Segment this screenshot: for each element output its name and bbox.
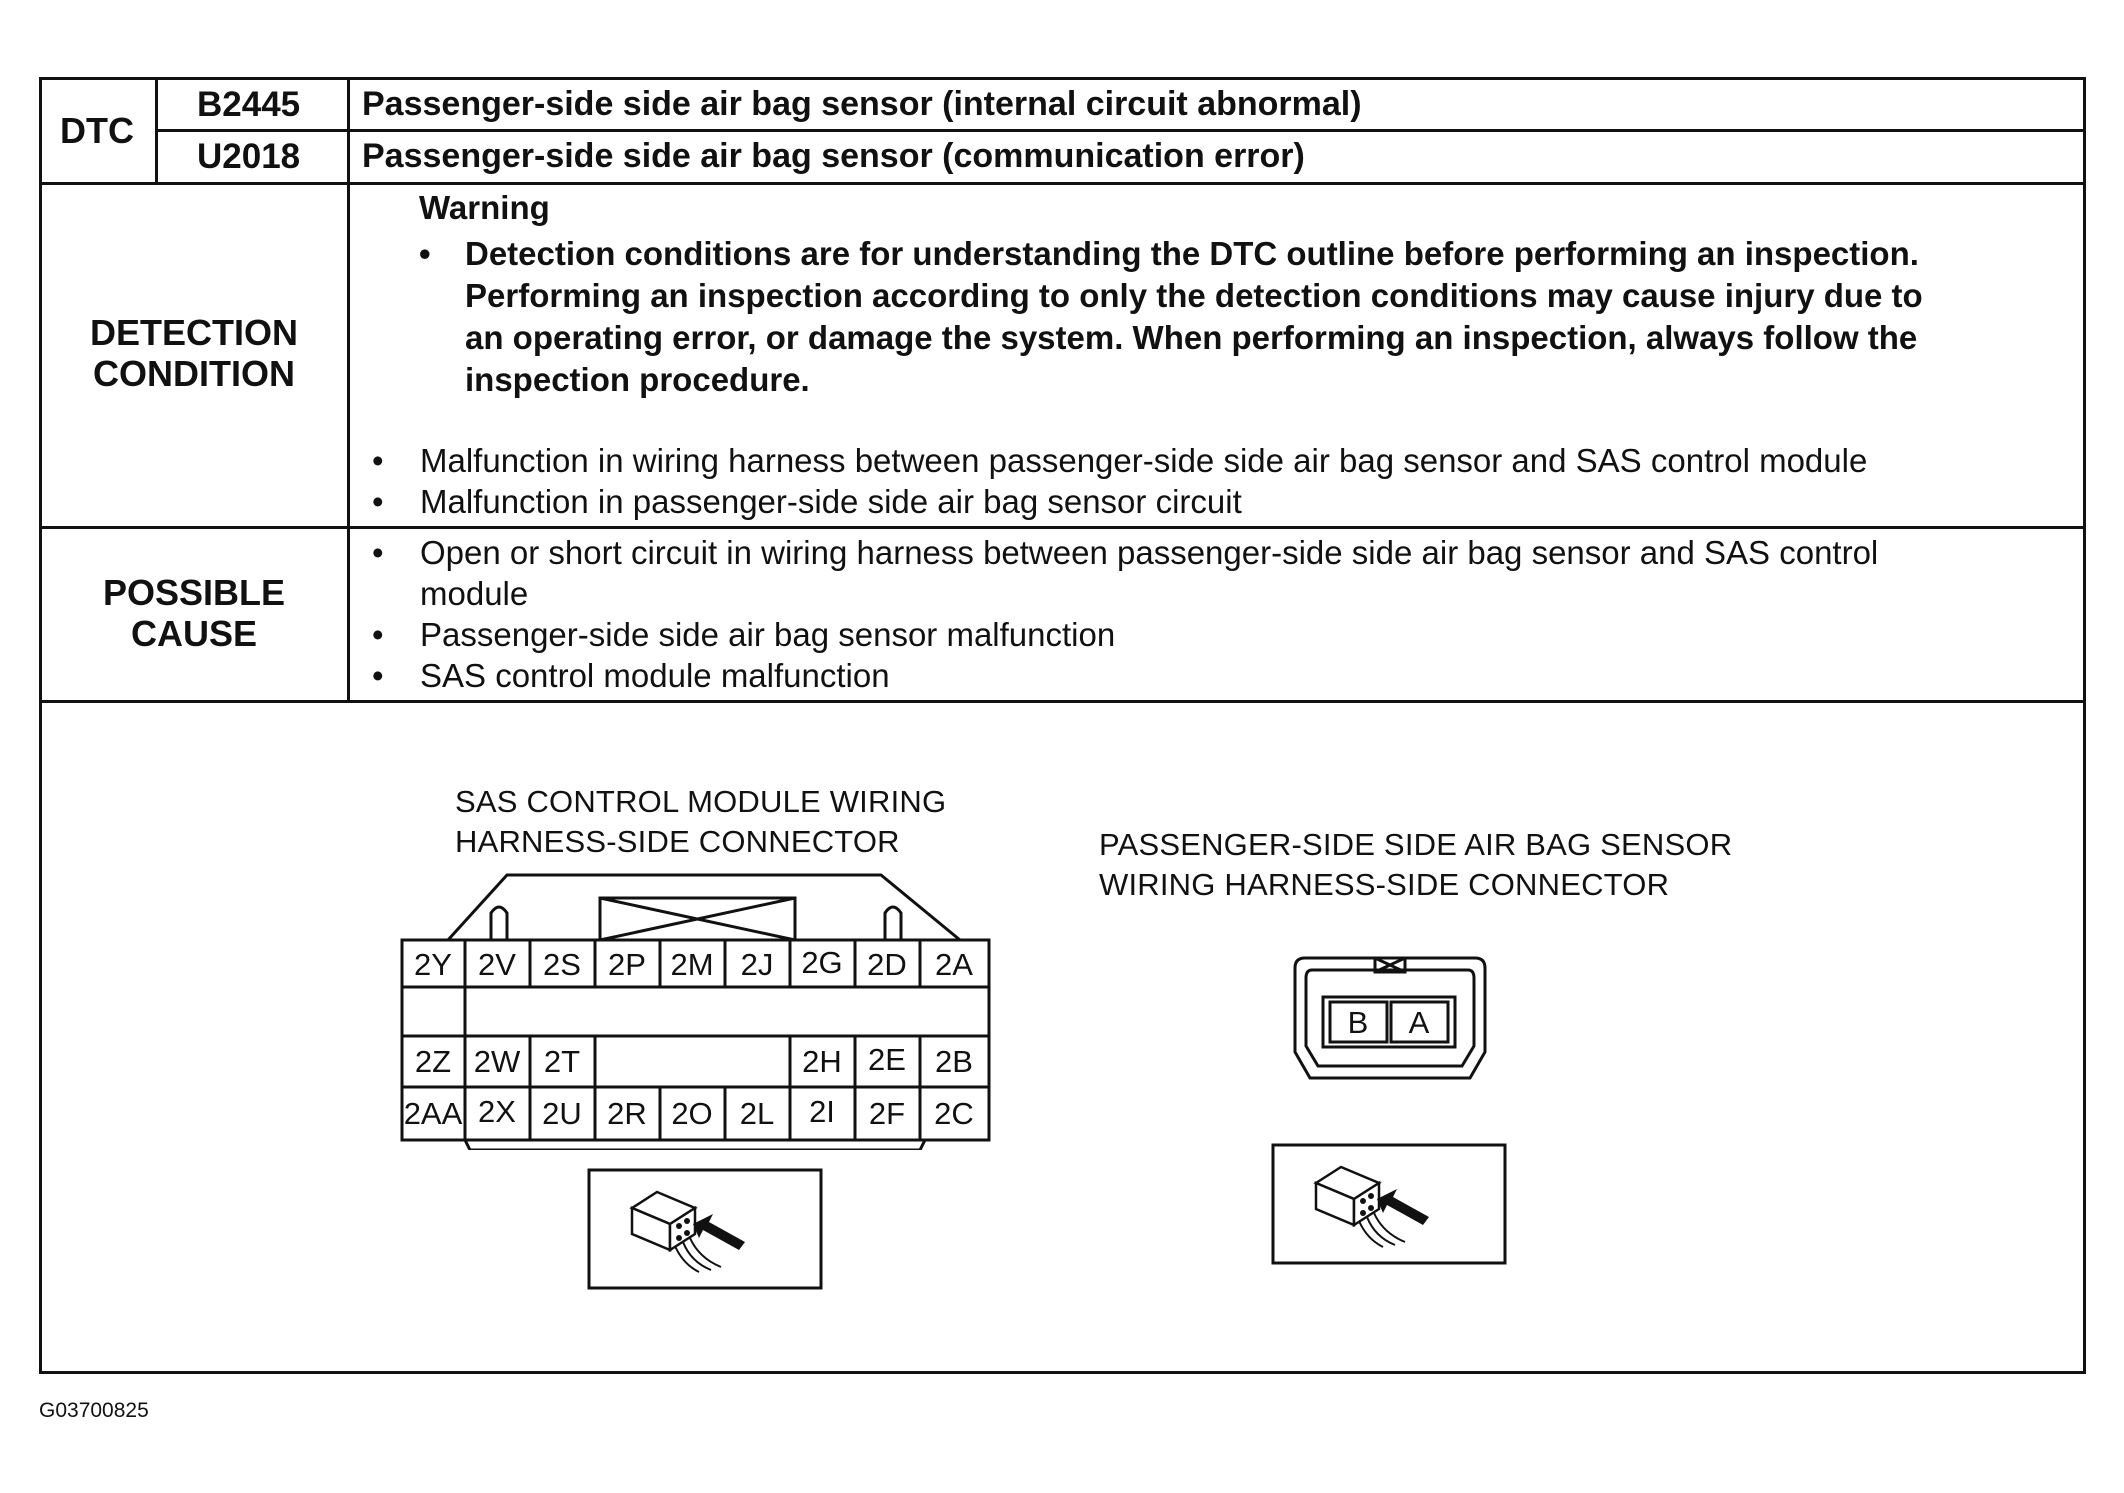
table-border-right xyxy=(2083,77,2086,1374)
sas-connector-diagram xyxy=(395,865,1005,1150)
detection-list xyxy=(372,440,1867,522)
sensor-connector-diagram xyxy=(1290,950,1490,1090)
sas-pin: 2C xyxy=(934,1096,974,1131)
detection-condition-label: DETECTION CONDITION xyxy=(89,312,298,394)
dtc-code: U2018 xyxy=(197,137,301,176)
sas-pin: 2Y xyxy=(414,947,452,982)
warning-text: Detection conditions are for understanding the DTC outline before performing an inspection. Performing an inspection according to only the detection conditions may cause injury due to an operating error, or damage the system. When performing an inspection, always follow the inspection procedure. xyxy=(465,235,1923,398)
sas-pin: 2B xyxy=(935,1044,973,1079)
list-item: • Malfunction in wiring harness between passenger-side side air bag sensor and SAS control module xyxy=(372,440,1867,481)
sensor-pin: A xyxy=(1408,1005,1430,1040)
sas-pin: 2Z xyxy=(414,1044,452,1079)
sas-pin: 2P xyxy=(608,947,646,982)
arrow-icon xyxy=(1377,1189,1429,1225)
figure-id: G03700825 xyxy=(39,1399,149,1422)
dtc-label: DTC xyxy=(60,110,134,151)
sas-pin: 2X xyxy=(478,1094,516,1129)
sas-pin: 2J xyxy=(740,947,774,982)
sas-pin: 2V xyxy=(478,947,516,982)
sensor-connector-title: PASSENGER-SIDE SIDE AIR BAG SENSOR WIRING HARNESS-SIDE CONNECTOR xyxy=(1099,827,1733,902)
sas-pin: 2L xyxy=(739,1096,775,1131)
sas-pin: 2H xyxy=(802,1044,842,1079)
sas-pin: 2O xyxy=(671,1096,713,1131)
sas-pin: 2G xyxy=(801,945,843,980)
dtc-code: B2445 xyxy=(197,85,301,124)
harness-view-icon xyxy=(1271,1143,1507,1265)
sensor-pin: B xyxy=(1347,1005,1369,1040)
sas-pin: 2D xyxy=(867,947,907,982)
warning-bullet: • xyxy=(419,235,431,272)
dtc-description: Passenger-side side air bag sensor (internal circuit abnormal) xyxy=(362,85,1362,123)
sas-pin: 2U xyxy=(542,1096,582,1131)
warning-title: Warning xyxy=(419,189,550,226)
sas-pin: 2T xyxy=(543,1044,581,1079)
sas-pin: 2A xyxy=(935,947,973,982)
sas-connector-title: SAS CONTROL MODULE WIRING HARNESS-SIDE CONNECTOR xyxy=(455,784,947,859)
sas-pin: 2W xyxy=(473,1044,521,1079)
possible-cause-list xyxy=(372,532,1878,696)
sas-pin: 2E xyxy=(868,1042,906,1077)
table-border-bottom xyxy=(39,1371,2086,1374)
list-item: • SAS control module malfunction xyxy=(372,655,1878,696)
list-item: • Malfunction in passenger-side side air bag sensor circuit xyxy=(372,481,1867,522)
row-divider-dtc xyxy=(155,129,2086,132)
sas-pin: 2R xyxy=(607,1096,647,1131)
sas-pin: 2I xyxy=(809,1094,835,1129)
arrow-icon xyxy=(693,1214,745,1250)
sas-pin: 2S xyxy=(543,947,581,982)
sas-pin: 2M xyxy=(670,947,714,982)
col-divider-dtc xyxy=(155,77,158,184)
possible-cause-label: POSSIBLE CAUSE xyxy=(102,572,286,654)
table-border-left xyxy=(39,77,42,1374)
list-item: • Open or short circuit in wiring harness between passenger-side side air bag sensor and SAS control module xyxy=(372,532,1878,614)
harness-view-icon xyxy=(587,1168,823,1290)
sas-pin: 2F xyxy=(868,1096,906,1131)
dtc-description: Passenger-side side air bag sensor (communication error) xyxy=(362,137,1305,175)
list-item: • Passenger-side side air bag sensor malfunction xyxy=(372,614,1878,655)
sas-pin: 2AA xyxy=(403,1096,463,1131)
